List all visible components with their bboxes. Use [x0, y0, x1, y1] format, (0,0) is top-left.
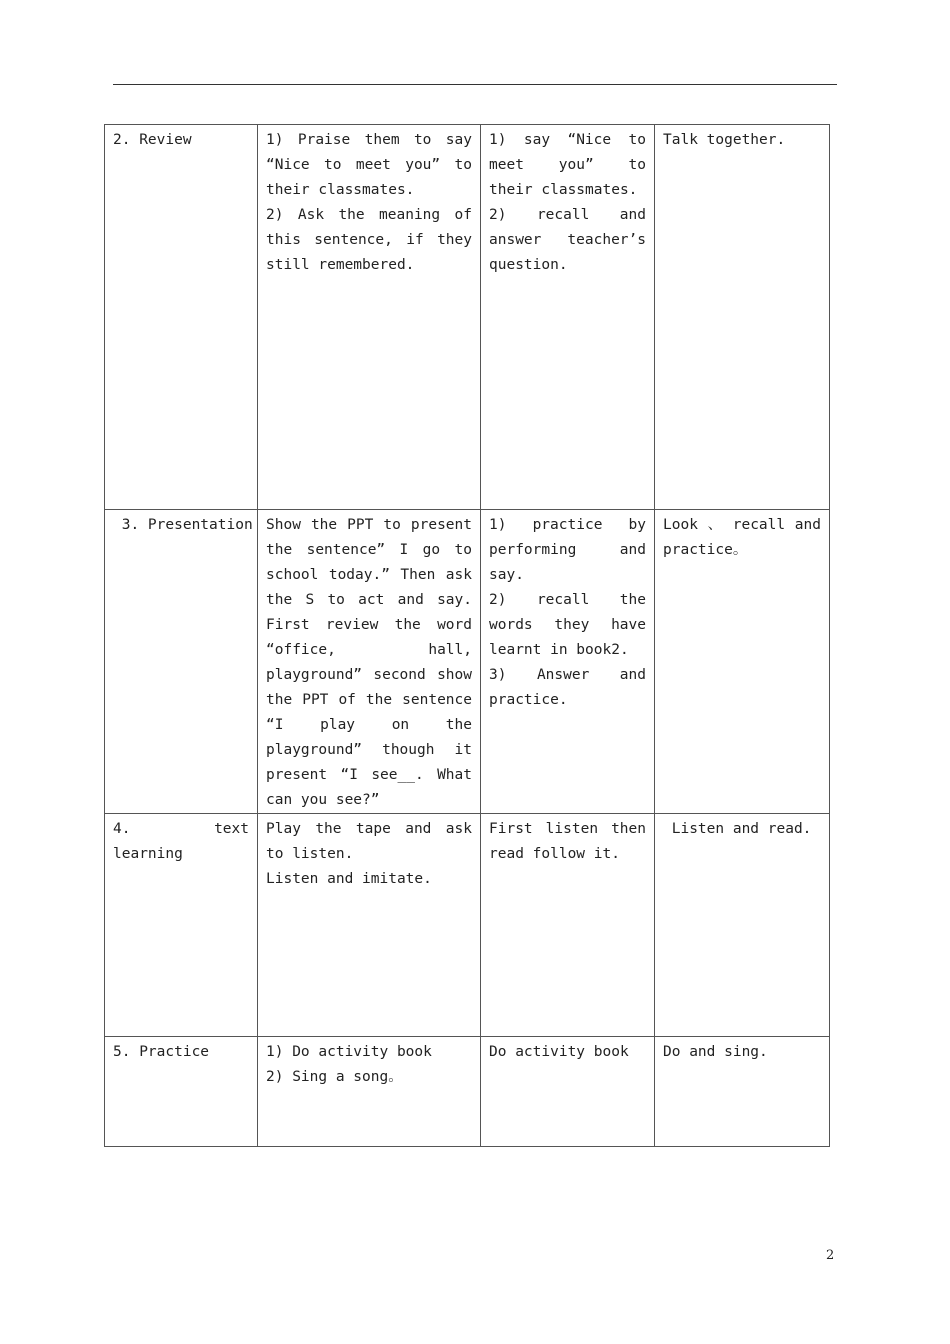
teacher-activity-cell: [258, 125, 481, 510]
step-cell: 2. Review: [105, 125, 258, 510]
student-activity-line: 2) recall the words they have learnt in book2.: [489, 592, 646, 658]
header-rule: [113, 84, 837, 85]
table-row-practice: [105, 1037, 830, 1147]
teacher-activity-line: 1) Praise them to say “Nice to meet you” to their classmates.: [266, 132, 472, 198]
teacher-activity-line: Play the tape and ask to listen.: [266, 821, 472, 862]
student-activity-cell: [481, 814, 655, 1037]
table-row-review: [105, 125, 830, 510]
student-activity-line: 1) say “Nice to meet you” to their classmates.: [489, 132, 646, 198]
teacher-activity-line: Show the PPT to present the sentence” I go to school today.” Then ask the S to act and say. First review the word “office, hall, playground” second show the PPT of the sentence “I play on the playground” though it present “I see__. What can you see?”: [266, 517, 472, 808]
teacher-activity-cell: [258, 510, 481, 814]
purpose-cell: Talk together.: [655, 125, 830, 510]
page-number: 2: [826, 1248, 835, 1263]
purpose-cell: Look 、 recall and practice。: [655, 510, 830, 814]
teacher-activity-line: 1) Do activity book: [266, 1044, 432, 1060]
student-activity-line: Do activity book: [489, 1044, 629, 1060]
teacher-activity-line: 2) Sing a song。: [266, 1069, 403, 1085]
teacher-activity-cell: [258, 814, 481, 1037]
table-row-presentation: [105, 510, 830, 814]
student-activity-cell: [481, 510, 655, 814]
teacher-activity-line: 2) Ask the meaning of this sentence, if they still remembered.: [266, 207, 472, 273]
step-cell: 4. text learning: [105, 814, 258, 1037]
teacher-activity-line: Listen and imitate.: [266, 871, 432, 887]
step-cell: 3. Presentation: [105, 510, 258, 814]
student-activity-line: 2) recall and answer teacher’s question.: [489, 207, 646, 273]
purpose-cell: Listen and read.: [655, 814, 830, 1037]
step-cell: 5. Practice: [105, 1037, 258, 1147]
student-activity-line: First listen then read follow it.: [489, 821, 646, 862]
student-activity-line: 1) practice by performing and say.: [489, 517, 646, 583]
table-row-text-learning: [105, 814, 830, 1037]
teacher-activity-cell: [258, 1037, 481, 1147]
lesson-plan-table: [104, 124, 830, 1147]
student-activity-cell: [481, 125, 655, 510]
purpose-cell: Do and sing.: [655, 1037, 830, 1147]
student-activity-line: 3) Answer and practice.: [489, 667, 646, 708]
student-activity-cell: [481, 1037, 655, 1147]
